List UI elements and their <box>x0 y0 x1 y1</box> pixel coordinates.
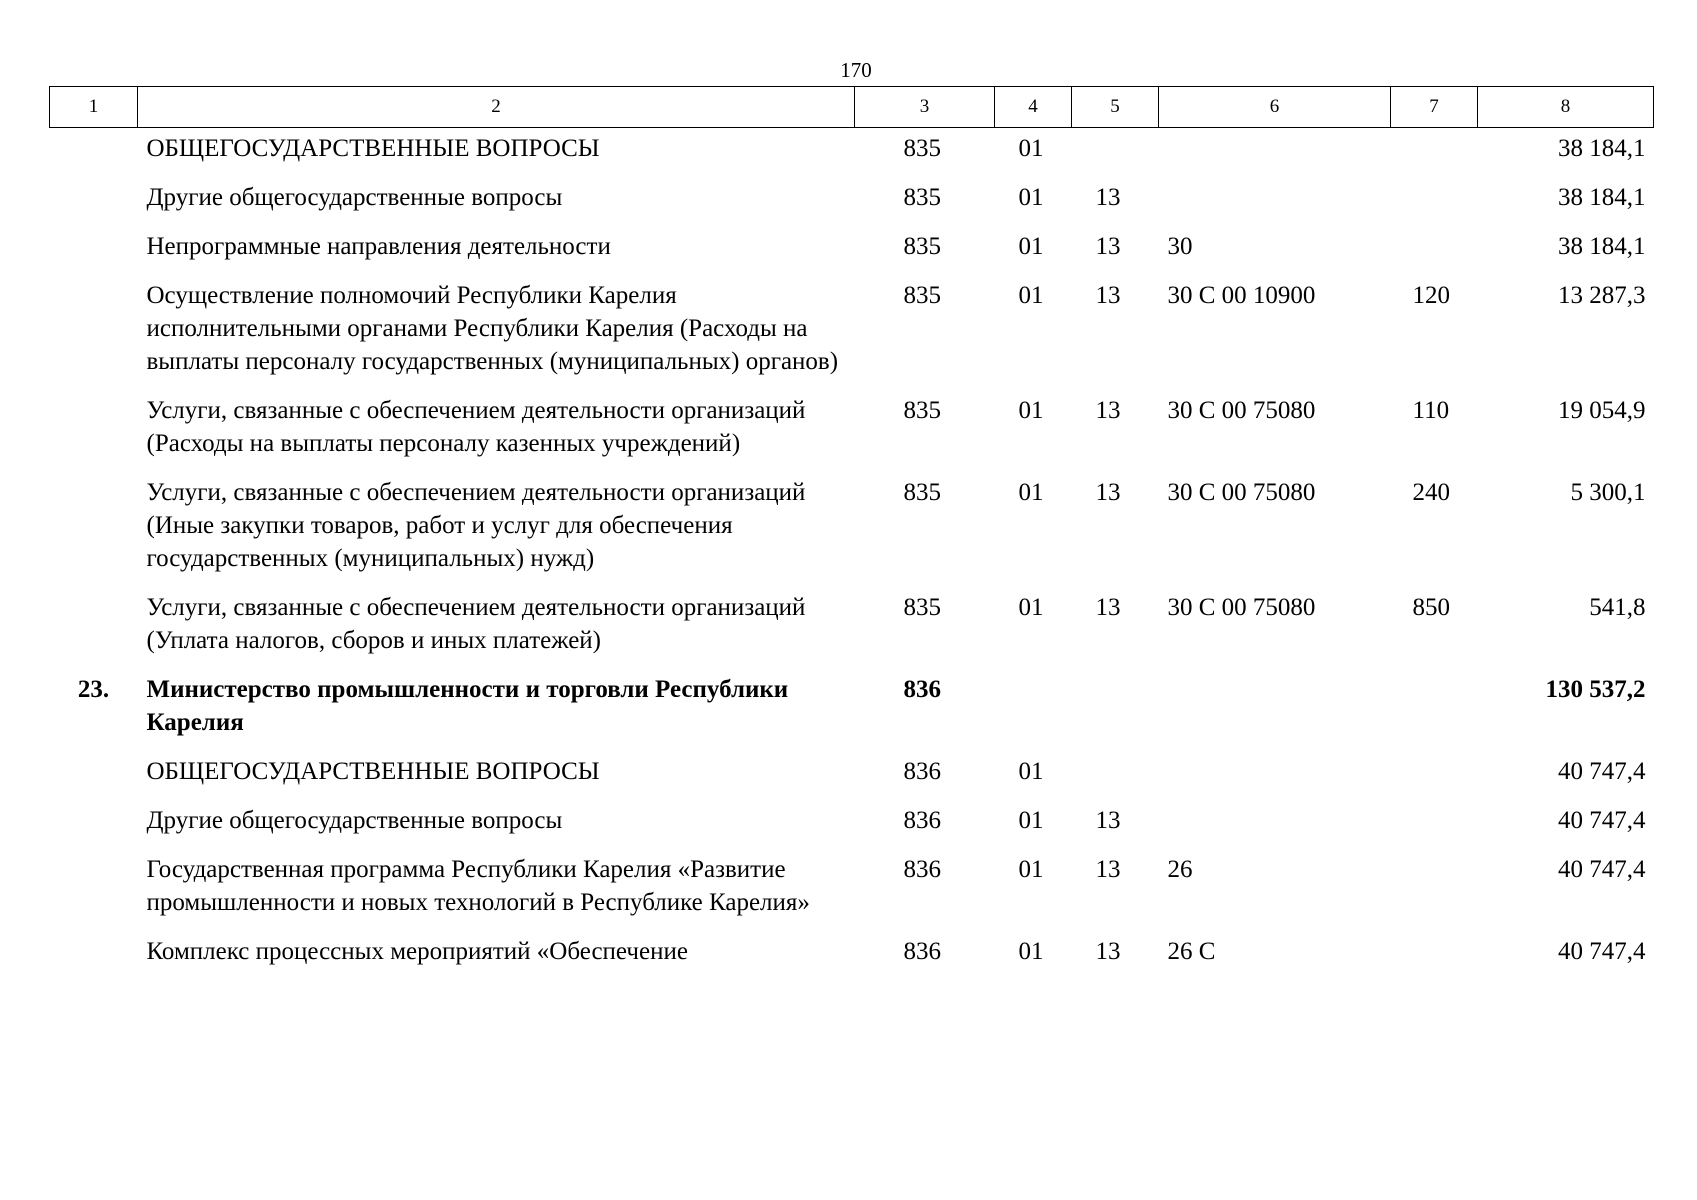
row-code-4: 01 <box>1018 233 1044 260</box>
row-code-4: 01 <box>1018 397 1044 424</box>
row-name: Услуги, связанные с обеспечением деятельности организаций (Уплата налогов, сборов и иных платежей) <box>146 594 806 654</box>
row-code-6 <box>1159 673 1391 755</box>
table-row <box>50 591 1654 673</box>
row-code-5: 13 <box>1095 807 1121 834</box>
row-code-6: 26 С <box>1167 938 1216 965</box>
row-code-4: 01 <box>1018 758 1044 785</box>
table-body <box>50 128 1654 985</box>
table-row <box>50 279 1654 394</box>
row-code-7 <box>1391 230 1478 279</box>
row-name: Другие общегосударственные вопросы <box>146 807 563 834</box>
row-name: Осуществление полномочий Республики Карелия исполнительными органами Республики Карелия (Расходы на выплаты персоналу государственных (муниципальных) органов) <box>146 282 839 375</box>
row-code-6 <box>1159 181 1391 230</box>
column-header-6: 6 <box>1159 87 1391 128</box>
row-code-4 <box>995 673 1072 755</box>
row-code-6: 30 С 00 75080 <box>1167 594 1316 621</box>
row-code-7: 240 <box>1412 479 1450 506</box>
row-code-6: 26 <box>1167 856 1193 883</box>
row-code-3: 836 <box>903 938 941 965</box>
row-code-5 <box>1072 128 1159 182</box>
row-code-5: 13 <box>1095 479 1121 506</box>
row-code-7 <box>1391 755 1478 804</box>
row-name: ОБЩЕГОСУДАРСТВЕННЫЕ ВОПРОСЫ <box>146 758 600 785</box>
row-code-4: 01 <box>1018 479 1044 506</box>
table-row <box>50 755 1654 804</box>
row-code-5: 13 <box>1095 184 1121 211</box>
row-code-7 <box>1391 181 1478 230</box>
row-code-4: 01 <box>1018 135 1044 162</box>
row-name: Комплекс процессных мероприятий «Обеспечение <box>146 938 688 965</box>
row-code-3: 835 <box>903 397 941 424</box>
row-number <box>50 128 138 182</box>
table-row <box>50 128 1654 182</box>
row-code-3: 835 <box>903 233 941 260</box>
row-number <box>50 935 138 984</box>
row-number: 23. <box>77 676 110 703</box>
row-code-3: 835 <box>903 594 941 621</box>
row-amount: 38 184,1 <box>1558 184 1646 211</box>
row-code-6: 30 С 00 75080 <box>1167 397 1316 424</box>
row-code-3: 836 <box>903 758 941 785</box>
row-amount: 5 300,1 <box>1570 479 1646 506</box>
row-code-6 <box>1159 128 1391 182</box>
table-row <box>50 935 1654 984</box>
row-code-3: 835 <box>903 479 941 506</box>
table-row <box>50 853 1654 935</box>
row-number <box>50 394 138 476</box>
row-name: Непрограммные направления деятельности <box>146 233 611 260</box>
row-amount: 38 184,1 <box>1558 135 1646 162</box>
header-row <box>50 87 1654 128</box>
row-code-7 <box>1391 804 1478 853</box>
row-code-5: 13 <box>1095 594 1121 621</box>
row-amount: 40 747,4 <box>1558 856 1646 883</box>
row-code-3: 835 <box>903 282 941 309</box>
row-name: ОБЩЕГОСУДАРСТВЕННЫЕ ВОПРОСЫ <box>146 135 600 162</box>
row-number <box>50 279 138 394</box>
row-code-5 <box>1072 673 1159 755</box>
row-name: Услуги, связанные с обеспечением деятельности организаций (Иные закупки товаров, работ и услуг для обеспечения государственных (муниципальных) нужд) <box>146 479 806 572</box>
table-row <box>50 804 1654 853</box>
row-code-6: 30 <box>1167 233 1193 260</box>
row-code-4: 01 <box>1018 856 1044 883</box>
row-code-3: 836 <box>903 807 941 834</box>
budget-table <box>49 86 1654 984</box>
column-header-8: 8 <box>1478 87 1654 128</box>
row-name: Услуги, связанные с обеспечением деятельности организаций (Расходы на выплаты персоналу казенных учреждений) <box>146 397 806 457</box>
row-number <box>50 230 138 279</box>
column-header-3: 3 <box>855 87 995 128</box>
row-code-6: 30 С 00 10900 <box>1167 282 1316 309</box>
row-code-3: 835 <box>903 184 941 211</box>
row-code-5 <box>1072 755 1159 804</box>
table-row <box>50 181 1654 230</box>
row-amount: 541,8 <box>1589 594 1646 621</box>
row-code-4: 01 <box>1018 594 1044 621</box>
row-number <box>50 853 138 935</box>
row-name: Министерство промышленности и торговли Республики Карелия <box>146 676 789 736</box>
row-code-3: 835 <box>903 135 941 162</box>
row-code-7 <box>1391 853 1478 935</box>
row-amount: 40 747,4 <box>1558 807 1646 834</box>
row-code-7 <box>1391 673 1478 755</box>
row-amount: 130 537,2 <box>1545 676 1646 703</box>
row-amount: 13 287,3 <box>1558 282 1646 309</box>
column-header-2: 2 <box>138 87 855 128</box>
row-number <box>50 755 138 804</box>
row-number <box>50 181 138 230</box>
row-code-3: 836 <box>903 676 941 703</box>
row-code-5: 13 <box>1095 397 1121 424</box>
table-header <box>50 87 1654 128</box>
row-code-7: 850 <box>1412 594 1450 621</box>
row-code-7: 110 <box>1412 397 1450 424</box>
table-row <box>50 230 1654 279</box>
row-code-7 <box>1391 935 1478 984</box>
row-code-5: 13 <box>1095 938 1121 965</box>
row-code-4: 01 <box>1018 184 1044 211</box>
page-number: 170 <box>840 58 872 82</box>
row-amount: 19 054,9 <box>1558 397 1646 424</box>
row-code-7 <box>1391 128 1478 182</box>
row-code-4: 01 <box>1018 938 1044 965</box>
table-row <box>50 673 1654 755</box>
row-code-4: 01 <box>1018 807 1044 834</box>
row-number <box>50 476 138 591</box>
column-header-4: 4 <box>995 87 1072 128</box>
column-header-1: 1 <box>50 87 138 128</box>
row-amount: 40 747,4 <box>1558 758 1646 785</box>
table-row <box>50 476 1654 591</box>
table-row <box>50 394 1654 476</box>
row-amount: 38 184,1 <box>1558 233 1646 260</box>
column-header-5: 5 <box>1072 87 1159 128</box>
column-header-7: 7 <box>1391 87 1478 128</box>
row-name: Другие общегосударственные вопросы <box>146 184 563 211</box>
row-code-7: 120 <box>1412 282 1450 309</box>
row-code-5: 13 <box>1095 856 1121 883</box>
row-code-3: 836 <box>903 856 941 883</box>
row-number <box>50 804 138 853</box>
row-number <box>50 591 138 673</box>
row-name: Государственная программа Республики Карелия «Развитие промышленности и новых технологий в Республике Карелия» <box>146 856 810 916</box>
row-code-5: 13 <box>1095 282 1121 309</box>
row-code-6: 30 С 00 75080 <box>1167 479 1316 506</box>
row-code-4: 01 <box>1018 282 1044 309</box>
row-code-5: 13 <box>1095 233 1121 260</box>
row-code-6 <box>1159 804 1391 853</box>
row-amount: 40 747,4 <box>1558 938 1646 965</box>
row-code-6 <box>1159 755 1391 804</box>
